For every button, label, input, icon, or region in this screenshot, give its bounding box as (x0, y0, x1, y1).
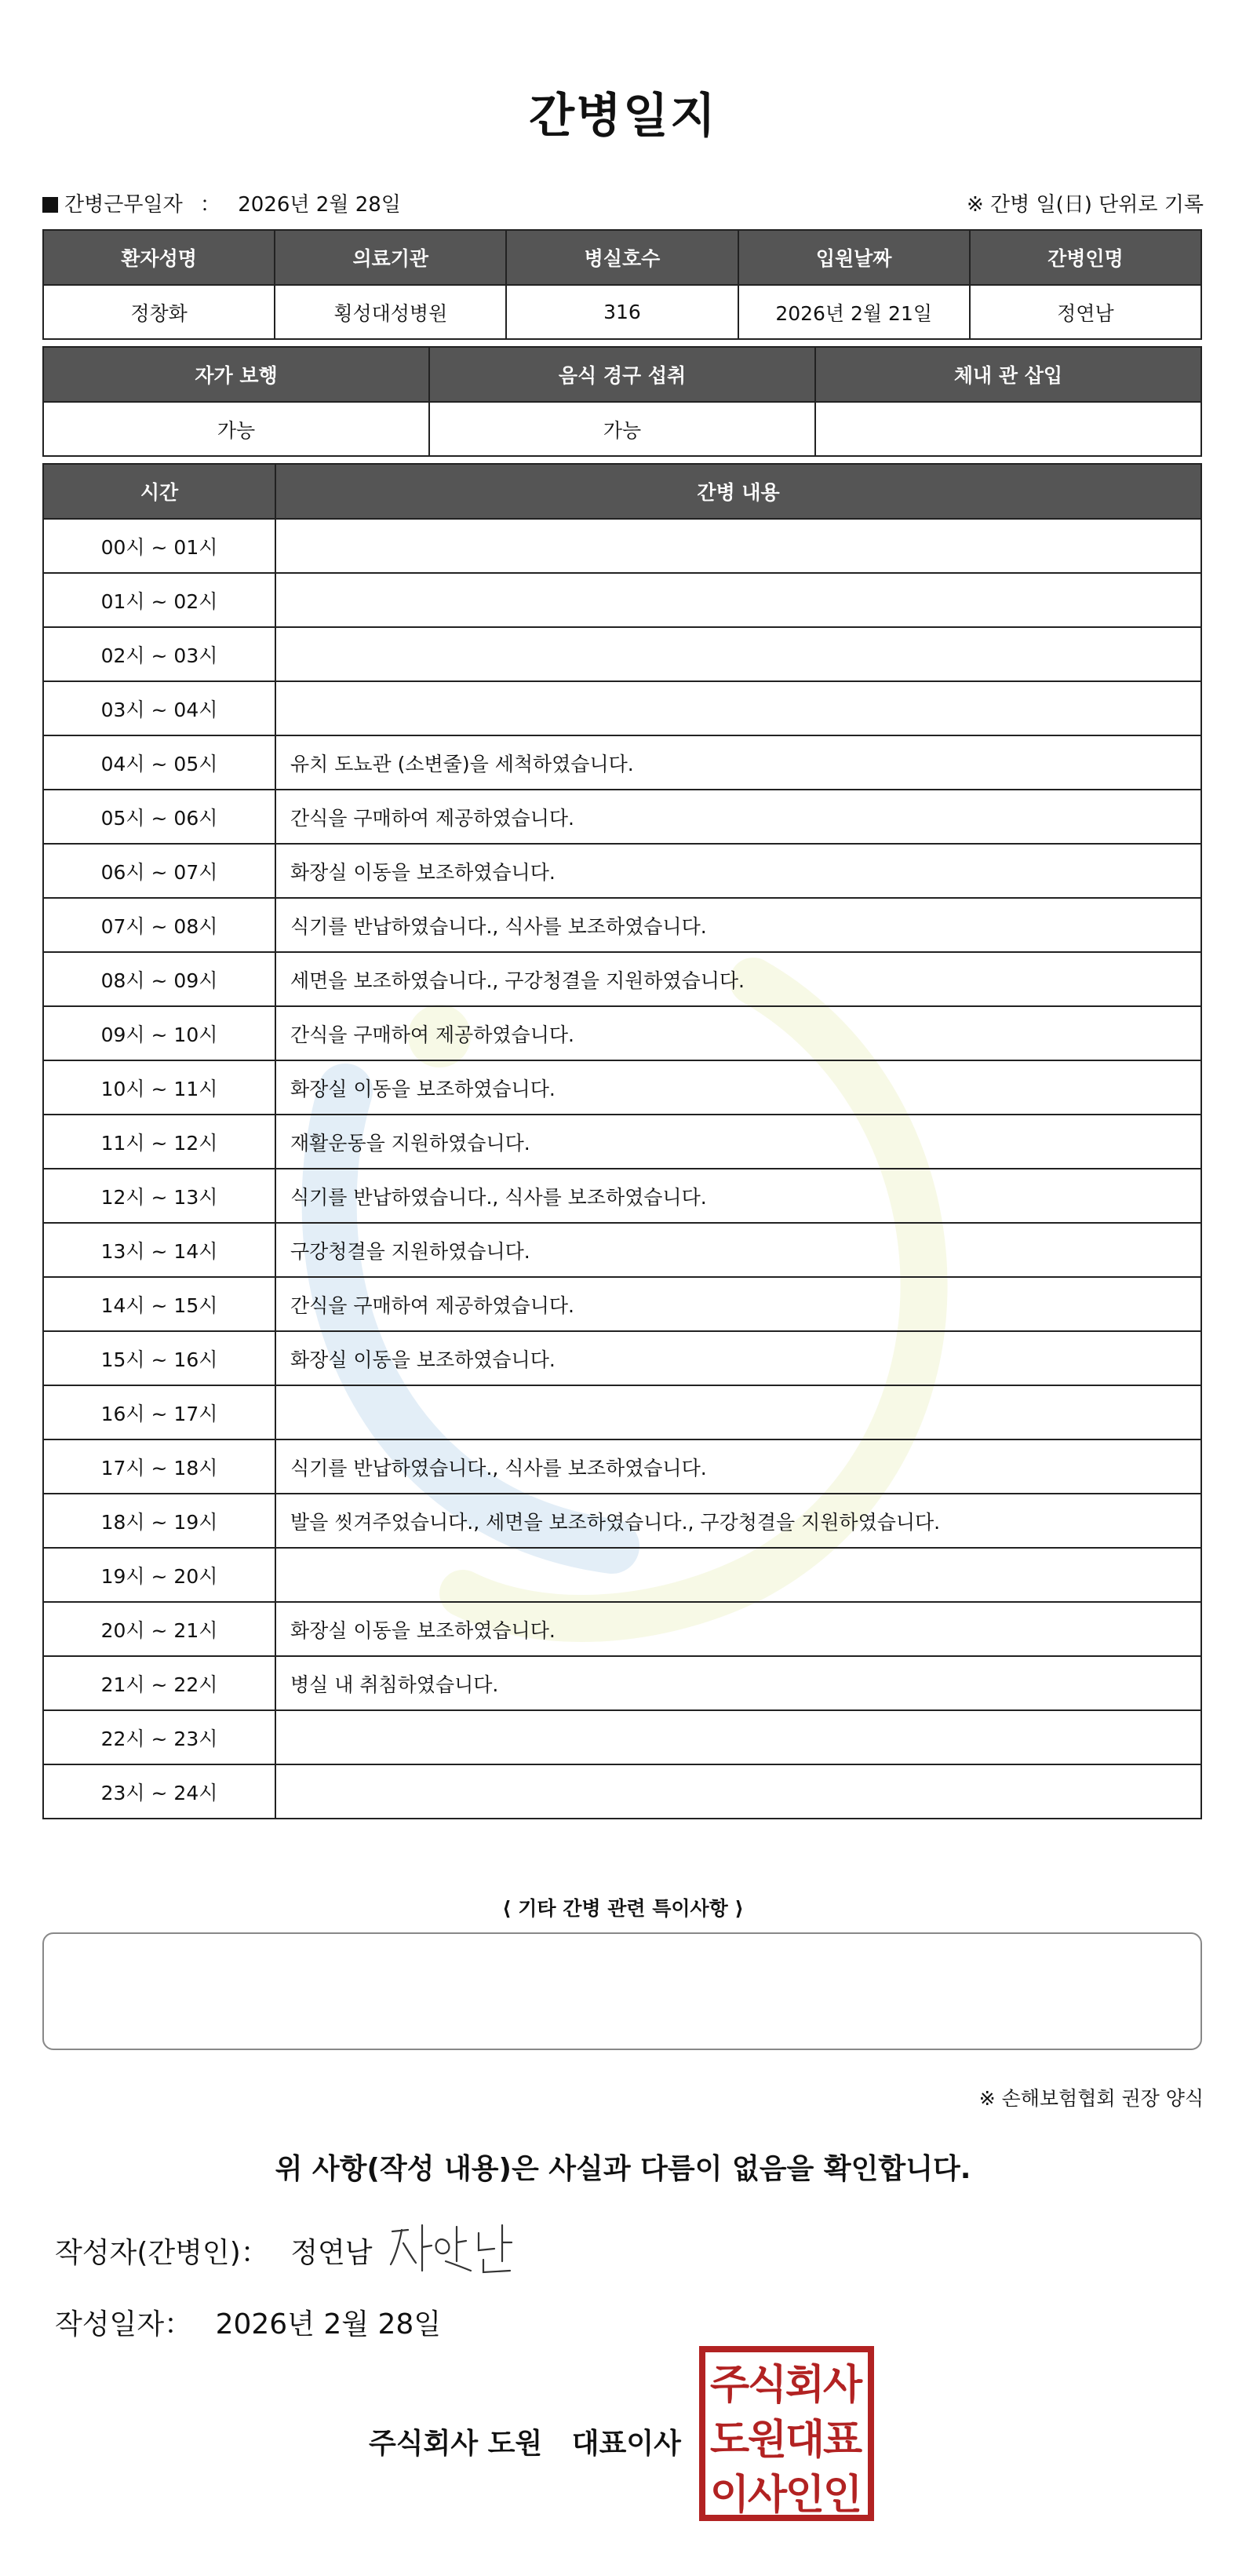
header-time: 시간 (43, 464, 275, 519)
svg-text:회: 회 (785, 2362, 825, 2409)
svg-text:대: 대 (785, 2417, 825, 2464)
patient-info-table (42, 229, 1202, 340)
handwritten-signature (384, 2216, 534, 2279)
table-row (43, 1277, 1201, 1331)
care-content-cell: 간식을 구매하여 제공하였습니다. (275, 1006, 1201, 1060)
author-line (55, 2231, 373, 2271)
work-date-value: 2026년 2월 28일 (238, 193, 401, 217)
header-patient-name: 환자성명 (43, 230, 275, 285)
svg-text:표: 표 (822, 2417, 863, 2464)
care-content-cell (275, 627, 1201, 681)
care-content-cell: 세면을 보조하였습니다., 구강청결을 지원하였습니다. (275, 952, 1201, 1006)
time-cell: 18시 ~ 19시 (43, 1494, 275, 1548)
work-date: 간병근무일자 ： 2026년 2월 28일 (42, 188, 401, 217)
table-row (43, 1060, 1201, 1115)
care-content-cell: 간식을 구매하여 제공하였습니다. (275, 1277, 1201, 1331)
care-content-cell (275, 1764, 1201, 1819)
tube-status (815, 402, 1201, 456)
room-number: 316 (506, 285, 738, 339)
table-row (43, 519, 1201, 573)
table-row (43, 1385, 1201, 1439)
time-cell: 01시 ~ 02시 (43, 573, 275, 627)
svg-text:인: 인 (822, 2472, 863, 2519)
care-content-cell: 식기를 반납하였습니다., 식사를 보조하였습니다. (275, 1439, 1201, 1494)
table-row (43, 1602, 1201, 1656)
care-content-cell: 화장실 이동을 보조하였습니다. (275, 1602, 1201, 1656)
caregiver-name: 정연남 (970, 285, 1201, 339)
care-content-cell (275, 681, 1201, 735)
table-row (43, 1331, 1201, 1385)
care-content-cell: 화장실 이동을 보조하였습니다. (275, 1060, 1201, 1115)
time-cell: 15시 ~ 16시 (43, 1331, 275, 1385)
table-row (43, 1169, 1201, 1223)
care-content-cell (275, 1385, 1201, 1439)
time-cell: 00시 ~ 01시 (43, 519, 275, 573)
care-content-cell: 유치 도뇨관 (소변줄)을 세척하였습니다. (275, 735, 1201, 790)
header-tube: 체내 관 삽입 (815, 347, 1201, 402)
table-row (43, 573, 1201, 627)
header-admission-date: 입원날짜 (738, 230, 970, 285)
table-row (43, 627, 1201, 681)
care-content-cell (275, 573, 1201, 627)
table-row (43, 898, 1201, 952)
svg-text:인: 인 (785, 2472, 825, 2519)
admission-date: 2026년 2월 21일 (738, 285, 970, 339)
confirmation-statement: 위 사항(작성 내용)은 사실과 다름이 없음을 확인합니다. (275, 2153, 971, 2185)
time-cell: 23시 ~ 24시 (43, 1764, 275, 1819)
institution: 횡성대성병원 (275, 285, 506, 339)
care-content-cell: 발을 씻겨주었습니다., 세면을 보조하였습니다., 구강청결을 지원하였습니다. (275, 1494, 1201, 1548)
header-institution: 의료기관 (275, 230, 506, 285)
header-room: 병실호수 (506, 230, 738, 285)
time-cell: 03시 ~ 04시 (43, 681, 275, 735)
company-seal-stamp (698, 2345, 875, 2522)
table-row (43, 1223, 1201, 1277)
patient-name: 정창화 (43, 285, 275, 339)
time-cell: 09시 ~ 10시 (43, 1006, 275, 1060)
care-content-cell: 병실 내 취침하였습니다. (275, 1656, 1201, 1710)
table-row (43, 1006, 1201, 1060)
time-cell: 19시 ~ 20시 (43, 1548, 275, 1602)
time-cell: 07시 ~ 08시 (43, 898, 275, 952)
table-row (43, 790, 1201, 844)
time-cell: 08시 ~ 09시 (43, 952, 275, 1006)
care-content-cell: 재활운동을 지원하였습니다. (275, 1115, 1201, 1169)
care-content-cell: 화장실 이동을 보조하였습니다. (275, 844, 1201, 898)
time-cell: 06시 ~ 07시 (43, 844, 275, 898)
time-cell: 10시 ~ 11시 (43, 1060, 275, 1115)
care-content-cell: 구강청결을 지원하였습니다. (275, 1223, 1201, 1277)
company-signature-line: 주식회사 도원 대표이사 (369, 2428, 681, 2460)
header-oral-intake: 음식 경구 섭취 (429, 347, 815, 402)
author-name: 정연남 (290, 2237, 373, 2269)
square-bullet-icon (42, 197, 58, 213)
oral-intake-status: 가능 (429, 402, 815, 456)
remarks-box (42, 1932, 1202, 2050)
care-content-cell (275, 519, 1201, 573)
care-content-cell: 식기를 반납하였습니다., 식사를 보조하였습니다. (275, 898, 1201, 952)
svg-text:이: 이 (709, 2472, 750, 2519)
svg-text:주: 주 (709, 2362, 750, 2409)
author-date-value: 2026년 2월 28일 (215, 2308, 442, 2341)
remarks-title: ⟨ 기타 간병 관련 특이사항 ⟩ (502, 1897, 744, 1920)
author-date-line (55, 2302, 441, 2342)
table-row (43, 1764, 1201, 1819)
document-title: 간병일지 (529, 89, 717, 144)
walking-status: 가능 (43, 402, 429, 456)
care-content-cell: 간식을 구매하여 제공하였습니다. (275, 790, 1201, 844)
time-cell: 02시 ~ 03시 (43, 627, 275, 681)
svg-text:도: 도 (709, 2417, 750, 2464)
table-row (43, 1494, 1201, 1548)
author-label: 작성자(간병인)： (55, 2237, 269, 2269)
status-table (42, 346, 1202, 457)
unit-note: ※ 간병 일(日) 단위로 기록 (966, 193, 1204, 217)
time-cell: 05시 ~ 06시 (43, 790, 275, 844)
table-row (43, 1115, 1201, 1169)
care-log-table (42, 463, 1202, 1819)
svg-text:식: 식 (747, 2362, 788, 2409)
care-content-cell: 식기를 반납하였습니다., 식사를 보조하였습니다. (275, 1169, 1201, 1223)
header-care-content: 간병 내용 (275, 464, 1201, 519)
table-row (43, 844, 1201, 898)
svg-text:원: 원 (747, 2417, 788, 2464)
time-cell: 21시 ~ 22시 (43, 1656, 275, 1710)
time-cell: 20시 ~ 21시 (43, 1602, 275, 1656)
time-cell: 12시 ~ 13시 (43, 1169, 275, 1223)
table-row (43, 952, 1201, 1006)
time-cell: 17시 ~ 18시 (43, 1439, 275, 1494)
table-row (43, 735, 1201, 790)
care-content-cell: 화장실 이동을 보조하였습니다. (275, 1331, 1201, 1385)
table-row (43, 1656, 1201, 1710)
time-cell: 22시 ~ 23시 (43, 1710, 275, 1764)
header-walking: 자가 보행 (43, 347, 429, 402)
svg-text:사: 사 (822, 2362, 863, 2409)
table-row (43, 1710, 1201, 1764)
time-cell: 14시 ~ 15시 (43, 1277, 275, 1331)
time-cell: 11시 ~ 12시 (43, 1115, 275, 1169)
time-cell: 16시 ~ 17시 (43, 1385, 275, 1439)
table-row (43, 1548, 1201, 1602)
care-content-cell (275, 1710, 1201, 1764)
table-row (43, 1439, 1201, 1494)
time-cell: 04시 ~ 05시 (43, 735, 275, 790)
author-date-label: 작성일자： (55, 2308, 193, 2341)
time-cell: 13시 ~ 14시 (43, 1223, 275, 1277)
table-row (43, 681, 1201, 735)
header-caregiver: 간병인명 (970, 230, 1201, 285)
svg-text:사: 사 (747, 2472, 788, 2519)
association-note: ※ 손해보험협회 권장 양식 (978, 2087, 1204, 2110)
care-content-cell (275, 1548, 1201, 1602)
